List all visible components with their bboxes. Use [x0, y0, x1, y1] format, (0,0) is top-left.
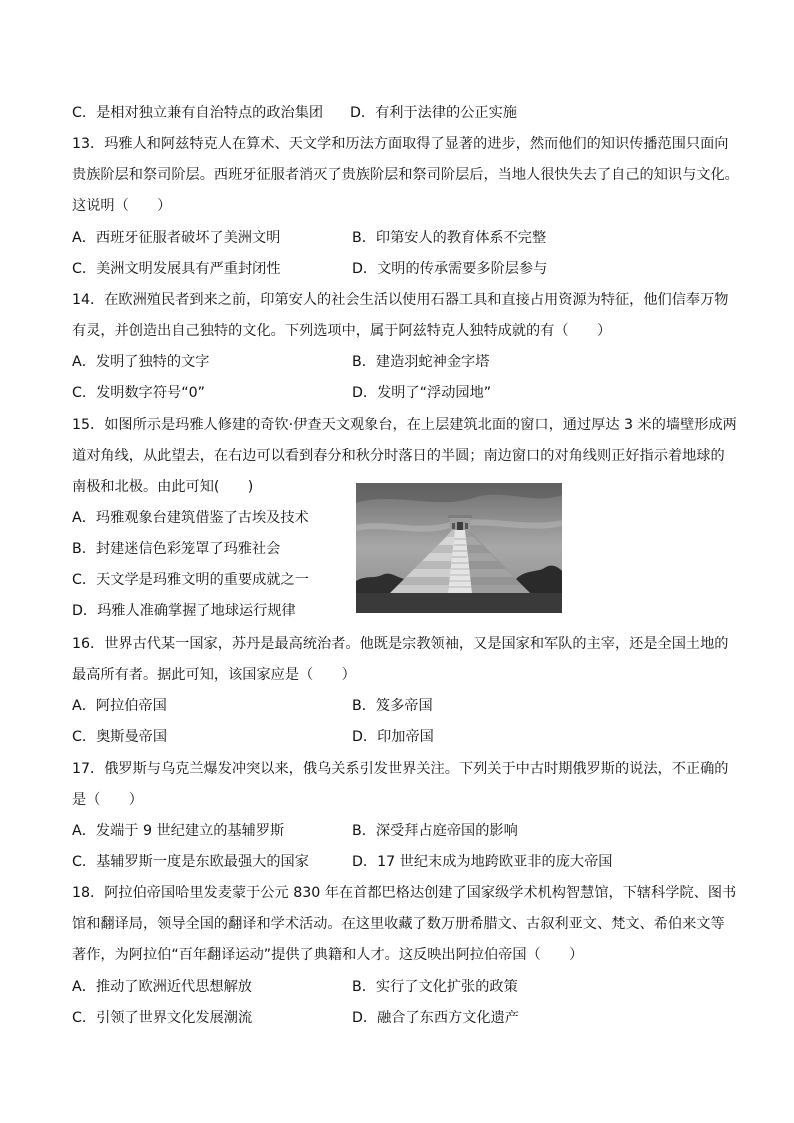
q15-stem-line-3: 南极和北极。由此可知( )	[72, 479, 254, 495]
q18-stem-line-3: 著作，为阿拉伯“百年翻译运动”提供了典籍和人才。这反映出阿拉伯帝国（ ）	[72, 947, 584, 963]
q18-option-b: B．实行了文化扩张的政策	[352, 979, 518, 995]
q16-option-b: B．笈多帝国	[352, 698, 433, 714]
q16-stem-line-1: 16．世界古代某一国家，苏丹是最高统治者。他既是宗教领袖，又是国家和军队的主宰，还是全国土地的	[72, 636, 729, 652]
q15-stem-line-1: 15．如图所示是玛雅人修建的奇钦·伊查天文观象台，在上层建筑北面的窗口，通过厚达 3 米的墙壁形成两	[72, 417, 737, 433]
q14-stem-line-2: 有灵，并创造出自己独特的文化。下列选项中，属于阿兹特克人独特成就的有（ ）	[72, 323, 612, 339]
q16-stem-line-2: 最高所有者。据此可知，该国家应是（ ）	[72, 667, 356, 683]
pyramid-photo	[356, 483, 562, 613]
q16-option-a: A．阿拉伯帝国	[72, 698, 167, 714]
q14-option-d: D．发明了“浮动园地”	[352, 385, 492, 401]
q13-stem-line-3: 这说明（ ）	[72, 198, 172, 214]
q17-option-b: B．深受拜占庭帝国的影响	[352, 823, 518, 839]
q18-stem-line-2: 馆和翻译局，领导全国的翻译和学术活动。在这里收藏了数万册希腊文、古叙利亚文、梵文、希伯来文等	[72, 916, 725, 932]
q17-option-a: A．发端于 9 世纪建立的基辅罗斯	[72, 823, 285, 839]
q13-option-b: B．印第安人的教育体系不完整	[352, 230, 547, 246]
q12-option-d: D．有利于法律的公正实施	[350, 105, 517, 121]
q13-option-d: D．文明的传承需要多阶层参与	[352, 261, 548, 277]
q16-option-c: C．奥斯曼帝国	[72, 729, 168, 745]
q14-option-c: C．发明数字符号“0”	[72, 385, 205, 401]
q13-option-c: C．美洲文明发展具有严重封闭性	[72, 261, 281, 277]
q13-option-a: A．西班牙征服者破坏了美洲文明	[72, 230, 281, 246]
q15-option-a: A．玛雅观象台建筑借鉴了古埃及技术	[72, 510, 309, 526]
q17-stem-line-1: 17．俄罗斯与乌克兰爆发冲突以来，俄乌关系引发世界关注。下列关于中古时期俄罗斯的说法，不正确的	[72, 761, 729, 777]
q15-stem-line-2: 道对角线，从此望去，在右边可以看到春分和秋分时落日的半圆；南边窗口的对角线则正好指示着地球的	[72, 448, 725, 464]
q17-option-d: D．17 世纪末成为地跨欧亚非的庞大帝国	[352, 854, 613, 870]
q18-stem-line-1: 18．阿拉伯帝国哈里发麦蒙于公元 830 年在首都巴格达创建了国家级学术机构智慧馆，下辖科学院、图书	[72, 885, 737, 901]
q16-option-d: D．印加帝国	[352, 729, 434, 745]
pyramid-illustration	[356, 483, 562, 613]
q15-option-c: C．天文学是玛雅文明的重要成就之一	[72, 572, 309, 588]
q18-option-c: C．引领了世界文化发展潮流	[72, 1010, 253, 1026]
q18-option-d: D．融合了东西方文化遗产	[352, 1010, 519, 1026]
q15-option-d: D．玛雅人准确掌握了地球运行规律	[72, 603, 296, 619]
q18-option-a: A．推动了欧洲近代思想解放	[72, 979, 252, 995]
q17-option-c: C．基辅罗斯一度是东欧最强大的国家	[72, 854, 309, 870]
q13-stem-line-2: 贵族阶层和祭司阶层。西班牙征服者消灭了贵族阶层和祭司阶层后，当地人很快失去了自己的知识与文化。	[72, 167, 739, 183]
q17-stem-line-2: 是（ ）	[72, 792, 143, 808]
q15-option-b: B．封建迷信色彩笼罩了玛雅社会	[72, 541, 281, 557]
q14-option-a: A．发明了独特的文字	[72, 354, 210, 370]
q12-option-c: C．是相对独立兼有自治特点的政治集团	[72, 105, 324, 121]
q14-stem-line-1: 14．在欧洲殖民者到来之前，印第安人的社会生活以使用石器工具和直接占用资源为特征，他们信奉万物	[72, 292, 729, 308]
q13-stem-line-1: 13．玛雅人和阿兹特克人在算术、天文学和历法方面取得了显著的进步，然而他们的知识传播范围只面向	[72, 136, 729, 152]
q14-option-b: B．建造羽蛇神金字塔	[352, 354, 490, 370]
